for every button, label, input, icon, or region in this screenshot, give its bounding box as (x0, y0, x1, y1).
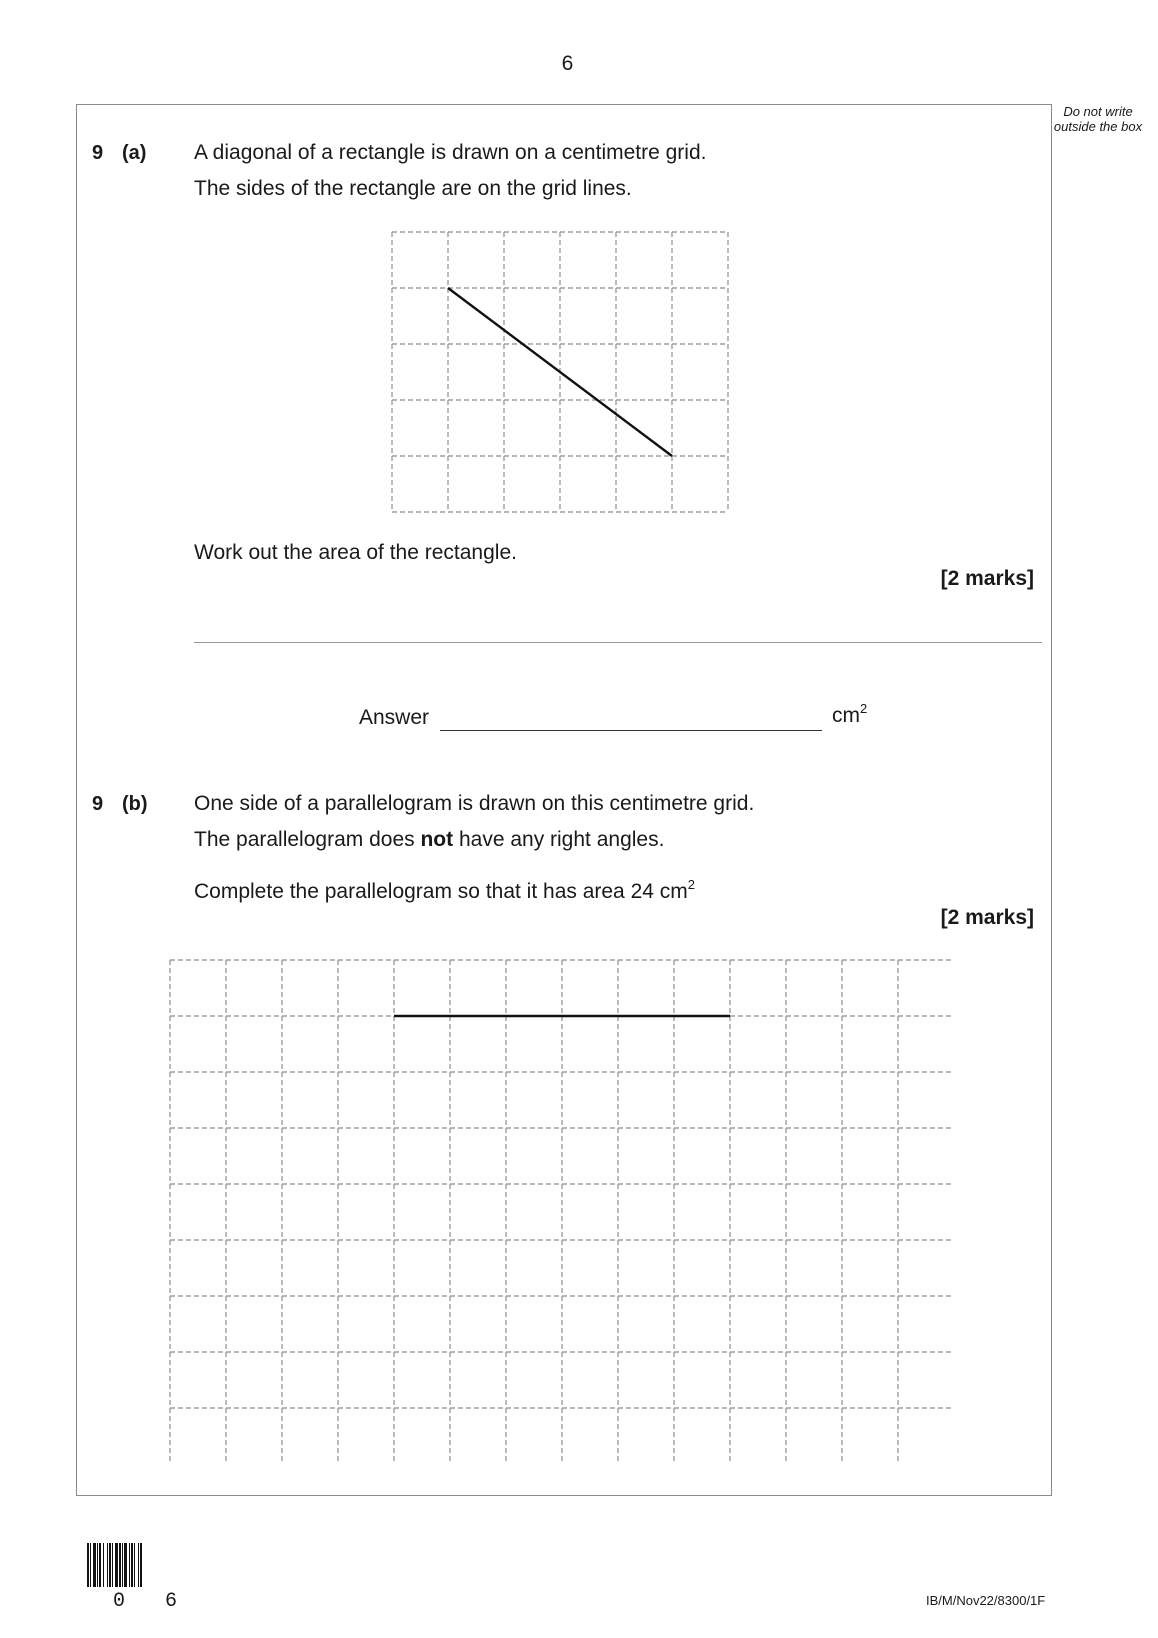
barcode-bar (109, 1543, 111, 1587)
answer-unit-power: 2 (860, 701, 868, 716)
q9b-line3-text: Complete the parallelogram so that it has area 24 cm (194, 880, 688, 903)
barcode-bar (124, 1543, 127, 1587)
answer-unit-text: cm (832, 704, 860, 727)
q9b-marks: [2 marks] (940, 906, 1034, 929)
answer-unit (832, 701, 868, 728)
barcode-bar (90, 1543, 91, 1587)
answer-label: Answer (359, 706, 430, 729)
q9a-marks: [2 marks] (940, 567, 1034, 590)
question-number-9b: 9 (92, 793, 104, 815)
barcode-bar (99, 1543, 101, 1587)
question-number-9a: 9 (92, 142, 104, 164)
question-part-b: (b) (122, 793, 148, 815)
barcode-bar (93, 1543, 96, 1587)
footer-code: IB/M/Nov22/8300/1F (926, 1593, 1046, 1608)
barcode-bar (119, 1543, 121, 1587)
q9b-line2-end: have any right angles. (453, 828, 665, 851)
q9b-line3-power: 2 (687, 877, 695, 892)
working-space-divider (194, 642, 1042, 643)
barcode-bar (115, 1543, 118, 1587)
barcode-bar (140, 1543, 142, 1587)
barcode-bar (112, 1543, 113, 1587)
q9b-line3 (194, 877, 695, 904)
q9a-grid (390, 230, 730, 514)
barcode-bar (122, 1543, 123, 1587)
barcode (87, 1543, 197, 1589)
barcode-bar (87, 1543, 89, 1587)
barcode-bar (103, 1543, 104, 1587)
answer-input-line[interactable] (440, 730, 822, 731)
barcode-bar (97, 1543, 98, 1587)
barcode-bar (129, 1543, 130, 1587)
q9b-line1: One side of a parallelogram is drawn on this centimetre grid. (194, 792, 755, 815)
page-number: 6 (561, 52, 574, 75)
barcode-digits: 0 6 (113, 1590, 192, 1613)
q9a-line2: The sides of the rectangle are on the grid lines. (194, 177, 632, 200)
q9a-line1: A diagonal of a rectangle is drawn on a centimetre grid. (194, 141, 707, 164)
margin-note: Do not write outside the box (1053, 104, 1143, 134)
q9a-instruction: Work out the area of the rectangle. (194, 541, 517, 564)
barcode-bar (131, 1543, 133, 1587)
barcode-bar (107, 1543, 108, 1587)
q9b-line2-emphasis: not (420, 828, 454, 851)
barcode-bar (134, 1543, 135, 1587)
q9b-line2-start: The parallelogram does (194, 828, 421, 851)
barcode-bar (138, 1543, 139, 1587)
q9b-line2 (194, 828, 664, 852)
q9b-grid[interactable] (168, 958, 952, 1462)
question-part-a: (a) (122, 142, 147, 164)
